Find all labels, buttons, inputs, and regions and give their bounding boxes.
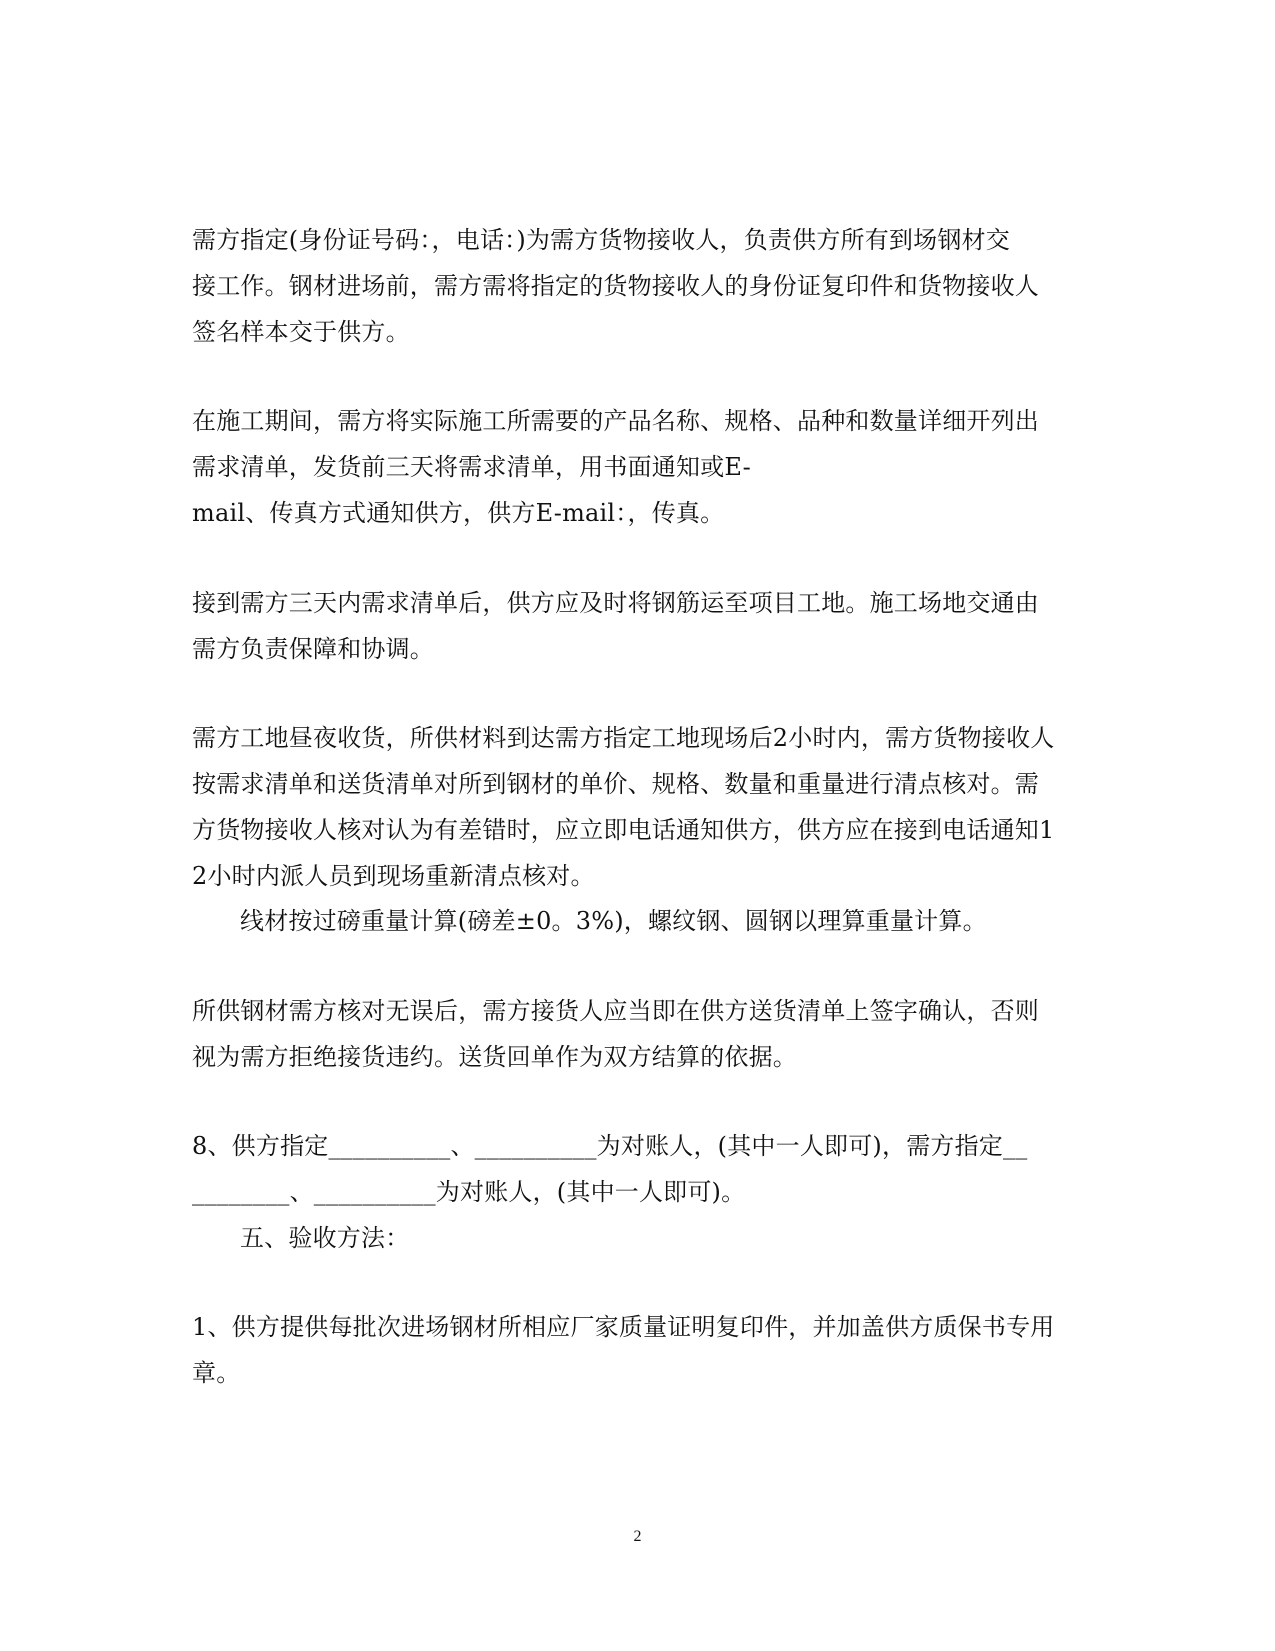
paragraph-line: 需求清单，发货前三天将需求清单，用书面通知或E- <box>192 453 751 481</box>
paragraph-line: 需方指定(身份证号码：，电话：)为需方货物接收人，负责供方所有到场钢材交 <box>192 226 1010 254</box>
paragraph-line: 所供钢材需方核对无误后，需方接货人应当即在供方送货清单上签字确认，否则 <box>192 997 1039 1025</box>
paragraph-line: 2小时内派人员到现场重新清点核对。 <box>192 862 595 890</box>
paragraph-line: 按需求清单和送货清单对所到钢材的单价、规格、数量和重量进行清点核对。需 <box>192 770 1039 798</box>
paragraph-line: 视为需方拒绝接货违约。送货回单作为双方结算的依据。 <box>192 1043 797 1071</box>
paragraph-line: 章。 <box>192 1359 241 1387</box>
paragraph-line: 签名样本交于供方。 <box>192 318 410 346</box>
paragraph-line: 需方工地昼夜收货，所供材料到达需方指定工地现场后2小时内，需方货物接收人 <box>192 724 1055 752</box>
paragraph-line: ________、__________为对账人，(其中一人即可)。 <box>192 1178 746 1206</box>
paragraph-line: 接到需方三天内需求清单后，供方应及时将钢筋运至项目工地。施工场地交通由 <box>192 589 1039 617</box>
section-heading: 五、验收方法： <box>240 1224 410 1252</box>
paragraph-line: 接工作。钢材进场前，需方需将指定的货物接收人的身份证复印件和货物接收人 <box>192 272 1039 300</box>
paragraph-line: 方货物接收人核对认为有差错时，应立即电话通知供方，供方应在接到电话通知1 <box>192 816 1055 844</box>
page-number: 2 <box>633 1528 642 1545</box>
paragraph-line: 需方负责保障和协调。 <box>192 635 434 663</box>
paragraph-line: 线材按过磅重量计算(磅差±0。3%)，螺纹钢、圆钢以理算重量计算。 <box>240 907 987 935</box>
paragraph-line: 8、供方指定__________、__________为对账人，(其中一人即可)，需方指定__ <box>192 1132 1028 1160</box>
paragraph-line: 在施工期间，需方将实际施工所需要的产品名称、规格、品种和数量详细开列出 <box>192 407 1039 435</box>
paragraph-line: 1、供方提供每批次进场钢材所相应厂家质量证明复印件，并加盖供方质保书专用 <box>192 1313 1055 1341</box>
paragraph-line: mail、传真方式通知供方，供方E-mail：，传真。 <box>192 499 725 527</box>
